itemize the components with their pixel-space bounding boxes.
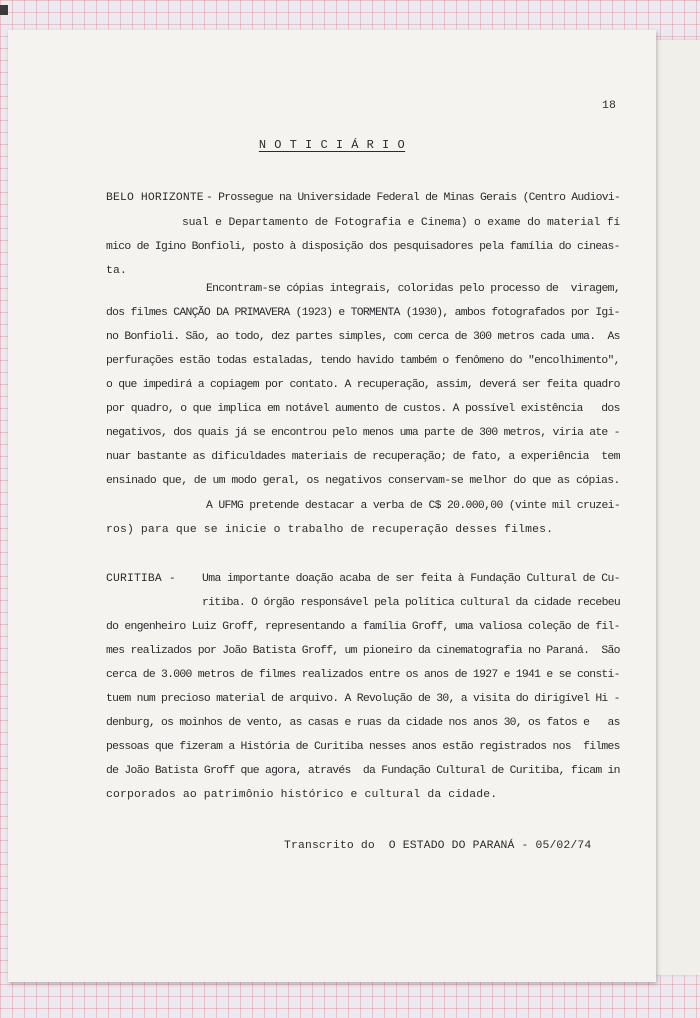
text-line: o que impedirá a copiagem por contato. A recuperação, assim, deverá ser feita quadro [106,379,620,391]
text-line: ta. [106,265,127,277]
binder-clip [0,5,8,15]
text-line: ensinado que, de um modo geral, os negativos conservam-se melhor do que as cópias. [106,475,620,487]
text-line: - Prossegue na Universidade Federal de Minas Gerais (Centro Audiovi- [206,192,621,204]
place-heading-curitiba: CURITIBA - [106,573,176,585]
text-line: de João Batista Groff que agora, através da Fundação Cultural de Curitiba, ficam in [106,765,620,777]
text-line: cerca de 3.000 metros de filmes realizados entre os anos de 1927 e 1941 e se consti- [106,669,620,681]
text-line: Uma importante doação acaba de ser feita à Fundação Cultural de Cu- [202,573,621,585]
text-line: sual e Departamento de Fotografia e Cinema) o exame do material fí [182,217,621,229]
text-line: dos filmes CANÇÃO DA PRIMAVERA (1923) e TORMENTA (1930), ambos fotografados por Igi- [106,307,620,319]
text-line: perfurações estão todas estaladas, tendo havido também o fenômeno do "encolhimento", [106,355,620,367]
text-line: mes realizados por João Batista Groff, um pioneiro da cinematografia no Paraná. São [106,645,620,657]
text-line: pessoas que fizeram a História de Curitiba nesses anos estão registrados nos filmes [106,741,620,753]
source-citation: Transcrito do O ESTADO DO PARANÁ - 05/02/74 [284,840,592,852]
text-line: mico de Igino Bonfioli, posto à disposição dos pesquisadores pela família do cineas- [106,241,620,253]
page-number: 18 [602,100,616,112]
text-line: do engenheiro Luiz Groff, representando a família Groff, uma valiosa coleção de fil- [106,621,620,633]
text-line: denburg, os moinhos de vento, as casas e ruas da cidade nos anos 30, os fatos e as [106,717,620,729]
text-line: ros) para que se inicie o trabalho de recuperação desses filmes. [106,524,554,536]
text-line: A UFMG pretende destacar a verba de C$ 20.000,00 (vinte mil cruzei- [206,500,621,512]
text-line: no Bonfioli. São, ao todo, dez partes simples, com cerca de 300 metros cada uma. As [106,331,620,343]
text-line: corporados ao patrimônio histórico e cultural da cidade. [106,789,498,801]
place-heading-belo-horizonte: BELO HORIZONTE [106,192,204,204]
text-line: por quadro, o que implica em notável aumento de custos. A possível existência dos [106,403,620,415]
text-line: ritiba. O órgão responsável pela política cultural da cidade recebeu [202,597,621,609]
text-line: nuar bastante as dificuldades materiais de recuperação; de fato, a experiência tem [106,451,620,463]
document-page [8,30,656,982]
page-title: N O T I C I Á R I O [258,138,406,152]
text-line: negativos, dos quais já se encontrou pelo menos uma parte de 300 metros, viria ate - [106,427,620,439]
text-line: tuem num precioso material de arquivo. A Revolução de 30, a visita do dirigível Hi - [106,693,620,705]
text-line: Encontram-se cópias integrais, coloridas pelo processo de viragem, [206,283,621,295]
